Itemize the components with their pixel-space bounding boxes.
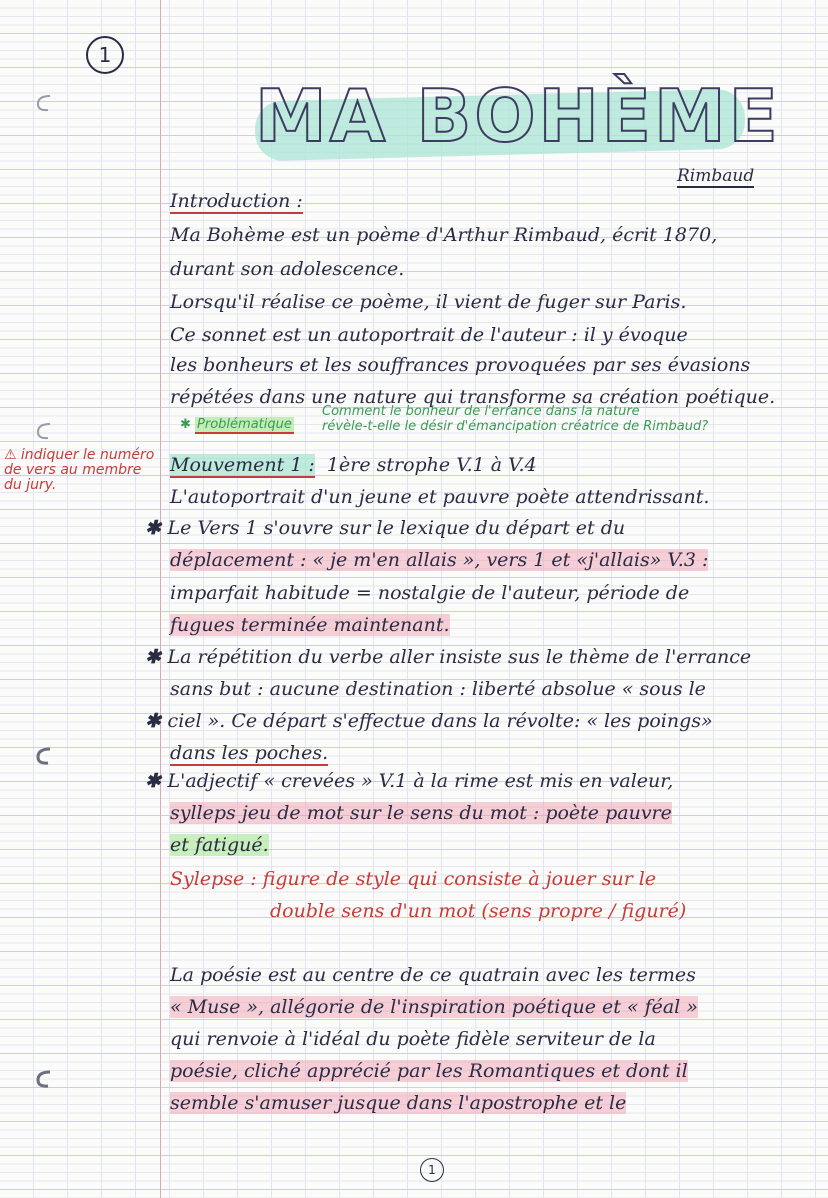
- body-line: déplacement : « je m'en allais », vers 1 et «j'allais» V.3 :: [170, 549, 709, 571]
- intro-line: Lorsqu'il réalise ce poème, il vient de fuger sur Paris.: [170, 291, 687, 313]
- footer-page-number: 1: [420, 1158, 444, 1182]
- binder-hole-icon: [30, 92, 58, 114]
- body-line: semble s'amuser jusque dans l'apostrophe et le: [170, 1092, 627, 1114]
- body-line: ✱ Le Vers 1 s'ouvre sur le lexique du départ et du: [145, 517, 626, 539]
- author: Rimbaud: [677, 166, 755, 186]
- problematique: ✱ Problématique: [180, 417, 292, 432]
- mouvement-summary: L'autoportrait d'un jeune et pauvre poète attendrissant.: [170, 486, 710, 508]
- page-title: MA BOHÈME: [255, 74, 781, 158]
- intro-line: Ce sonnet est un autoportrait de l'auteur : il y évoque: [170, 324, 688, 346]
- body-line: qui renvoie à l'idéal du poète fidèle serviteur de la: [170, 1028, 656, 1050]
- body-line: ✱ La répétition du verbe aller insiste sus le thème de l'errance: [145, 646, 752, 668]
- mouvement-heading: Mouvement 1 : 1ère strophe V.1 à V.4: [170, 454, 537, 476]
- introduction-heading: Introduction :: [170, 190, 303, 212]
- body-line: sylleps jeu de mot sur le sens du mot : poète pauvre: [170, 802, 672, 824]
- intro-line: Ma Bohème est un poème d'Arthur Rimbaud, écrit 1870,: [170, 224, 718, 246]
- binder-hole-icon: [30, 1068, 58, 1090]
- intro-line: durant son adolescence.: [170, 258, 405, 280]
- body-line: fugues terminée maintenant.: [170, 614, 450, 636]
- body-line: ✱ L'adjectif « crevées » V.1 à la rime est mis en valeur,: [145, 770, 674, 792]
- page-number-circle: 1: [86, 36, 124, 74]
- body-line: sans but : aucune destination : liberté absolue « sous le: [170, 678, 706, 700]
- definition-line: Sylepse : figure de style qui consiste à jouer sur le: [170, 868, 657, 890]
- intro-line: les bonheurs et les souffrances provoquées par ses évasions: [170, 354, 751, 376]
- definition-line: double sens d'un mot (sens propre / figuré): [270, 900, 687, 922]
- body-line: dans les poches.: [170, 742, 329, 764]
- binder-hole-icon: [30, 420, 58, 442]
- margin-line: [160, 0, 161, 1198]
- margin-note: ⚠ indiquer le numéro de vers au membre du jury.: [4, 447, 155, 493]
- body-line: La poésie est au centre de ce quatrain avec les termes: [170, 964, 696, 986]
- body-line: et fatigué.: [170, 834, 269, 856]
- body-line: ✱ ciel ». Ce départ s'effectue dans la révolte: « les poings»: [145, 710, 713, 732]
- binder-hole-icon: [30, 745, 58, 767]
- problematique-question: Comment le bonheur de l'errance dans la nature révèle-t-elle le désir d'émancipation créatrice de Rimbaud?: [322, 404, 709, 434]
- intro-line: répétées dans une nature qui transforme sa création poétique.: [170, 386, 776, 408]
- body-line: imparfait habitude = nostalgie de l'auteur, période de: [170, 582, 690, 604]
- body-line: « Muse », allégorie de l'inspiration poétique et « féal »: [170, 996, 698, 1018]
- body-line: poésie, cliché apprécié par les Romantiques et dont il: [170, 1060, 688, 1082]
- title-block: [255, 60, 781, 170]
